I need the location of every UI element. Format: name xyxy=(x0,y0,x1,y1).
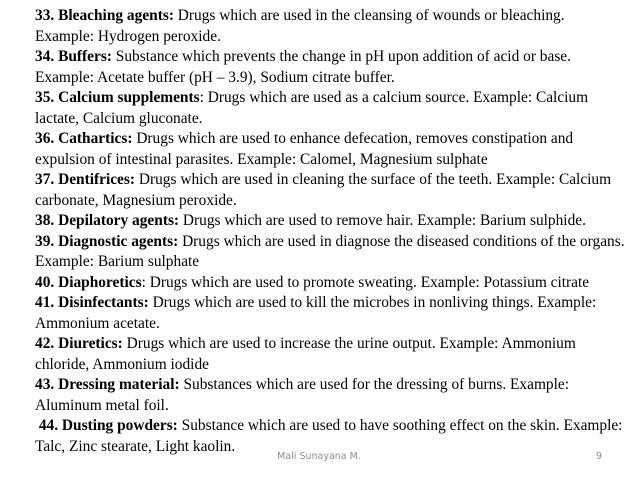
entry-term: 44. Dusting powders: xyxy=(35,417,178,434)
entry-diuretics xyxy=(35,334,625,375)
entry-text: Drugs which are used in the cleansing of wounds or bleaching. Example: Hydrogen peroxide. xyxy=(35,7,565,45)
entry-term: 38. Depilatory agents: xyxy=(35,212,180,229)
entry-term: 35. Calcium supplements xyxy=(35,89,200,106)
entry-bleaching-agents xyxy=(35,6,625,47)
entry-term: 36. Cathartics: xyxy=(35,130,133,147)
entry-term: 42. Diuretics: xyxy=(35,335,123,352)
entry-term: 34. Buffers: xyxy=(35,48,112,65)
entry-diagnostic-agents xyxy=(35,232,625,273)
entry-text: Drugs which are used in diagnose the diseased conditions of the organs. Example: Barium sulphate xyxy=(35,232,625,270)
entry-depilatory-agents xyxy=(35,211,625,232)
entry-term: 43. Dressing material: xyxy=(35,376,180,393)
entry-text: Drugs which are used in cleaning the surface of the teeth. Example: Calcium carbonate, Magnesium peroxide. xyxy=(35,171,612,209)
definitions-list xyxy=(35,6,625,457)
entry-disinfectants xyxy=(35,293,625,334)
entry-text: Substance which prevents the change in pH upon addition of acid or base. Example: Acetate buffer (pH – 3.9), Sodium citrate buffer. xyxy=(35,48,571,86)
entry-calcium-supplements xyxy=(35,88,625,129)
entry-text: Drugs which are used to remove hair. Example: Barium sulphide. xyxy=(179,212,586,229)
entry-term: 41. Disinfectants: xyxy=(35,294,149,311)
entry-cathartics xyxy=(35,129,625,170)
entry-text: Substance which are used to have soothing effect on the skin. Example: Talc, Zinc stearate, Light kaolin. xyxy=(35,417,623,455)
entry-term: 39. Diagnostic agents: xyxy=(35,232,179,250)
entry-text: Drugs which are used to kill the microbes in nonliving things. Example: Ammonium acetate. xyxy=(35,294,597,332)
footer-author: Mali Sunayana M. xyxy=(277,451,361,462)
entry-text: Substances which are used for the dressing of burns. Example: Aluminum metal foil. xyxy=(35,376,569,414)
entry-diaphoretics xyxy=(35,273,625,294)
page-number: 9 xyxy=(595,451,602,462)
entry-text: : Drugs which are used to promote sweating. Example: Potassium citrate xyxy=(141,273,590,291)
entry-dentifrices xyxy=(35,170,625,211)
entry-text: Drugs which are used to enhance defecation, removes constipation and expulsion of intestinal parasites. Example: Calomel, Magnesium sulphate xyxy=(35,130,574,168)
entry-term: 37. Dentifrices: xyxy=(35,171,136,188)
entry-text: Drugs which are used to increase the urine output. Example: Ammonium chloride, Ammonium iodide xyxy=(35,335,576,373)
entry-term: 40. Diaphoretics xyxy=(35,273,142,291)
entry-text: : Drugs which are used as a calcium source. Example: Calcium lactate, Calcium gluconate. xyxy=(35,89,589,127)
entry-term: 33. Bleaching agents: xyxy=(35,7,174,24)
entry-dressing-material xyxy=(35,375,625,416)
entry-buffers xyxy=(35,47,625,88)
